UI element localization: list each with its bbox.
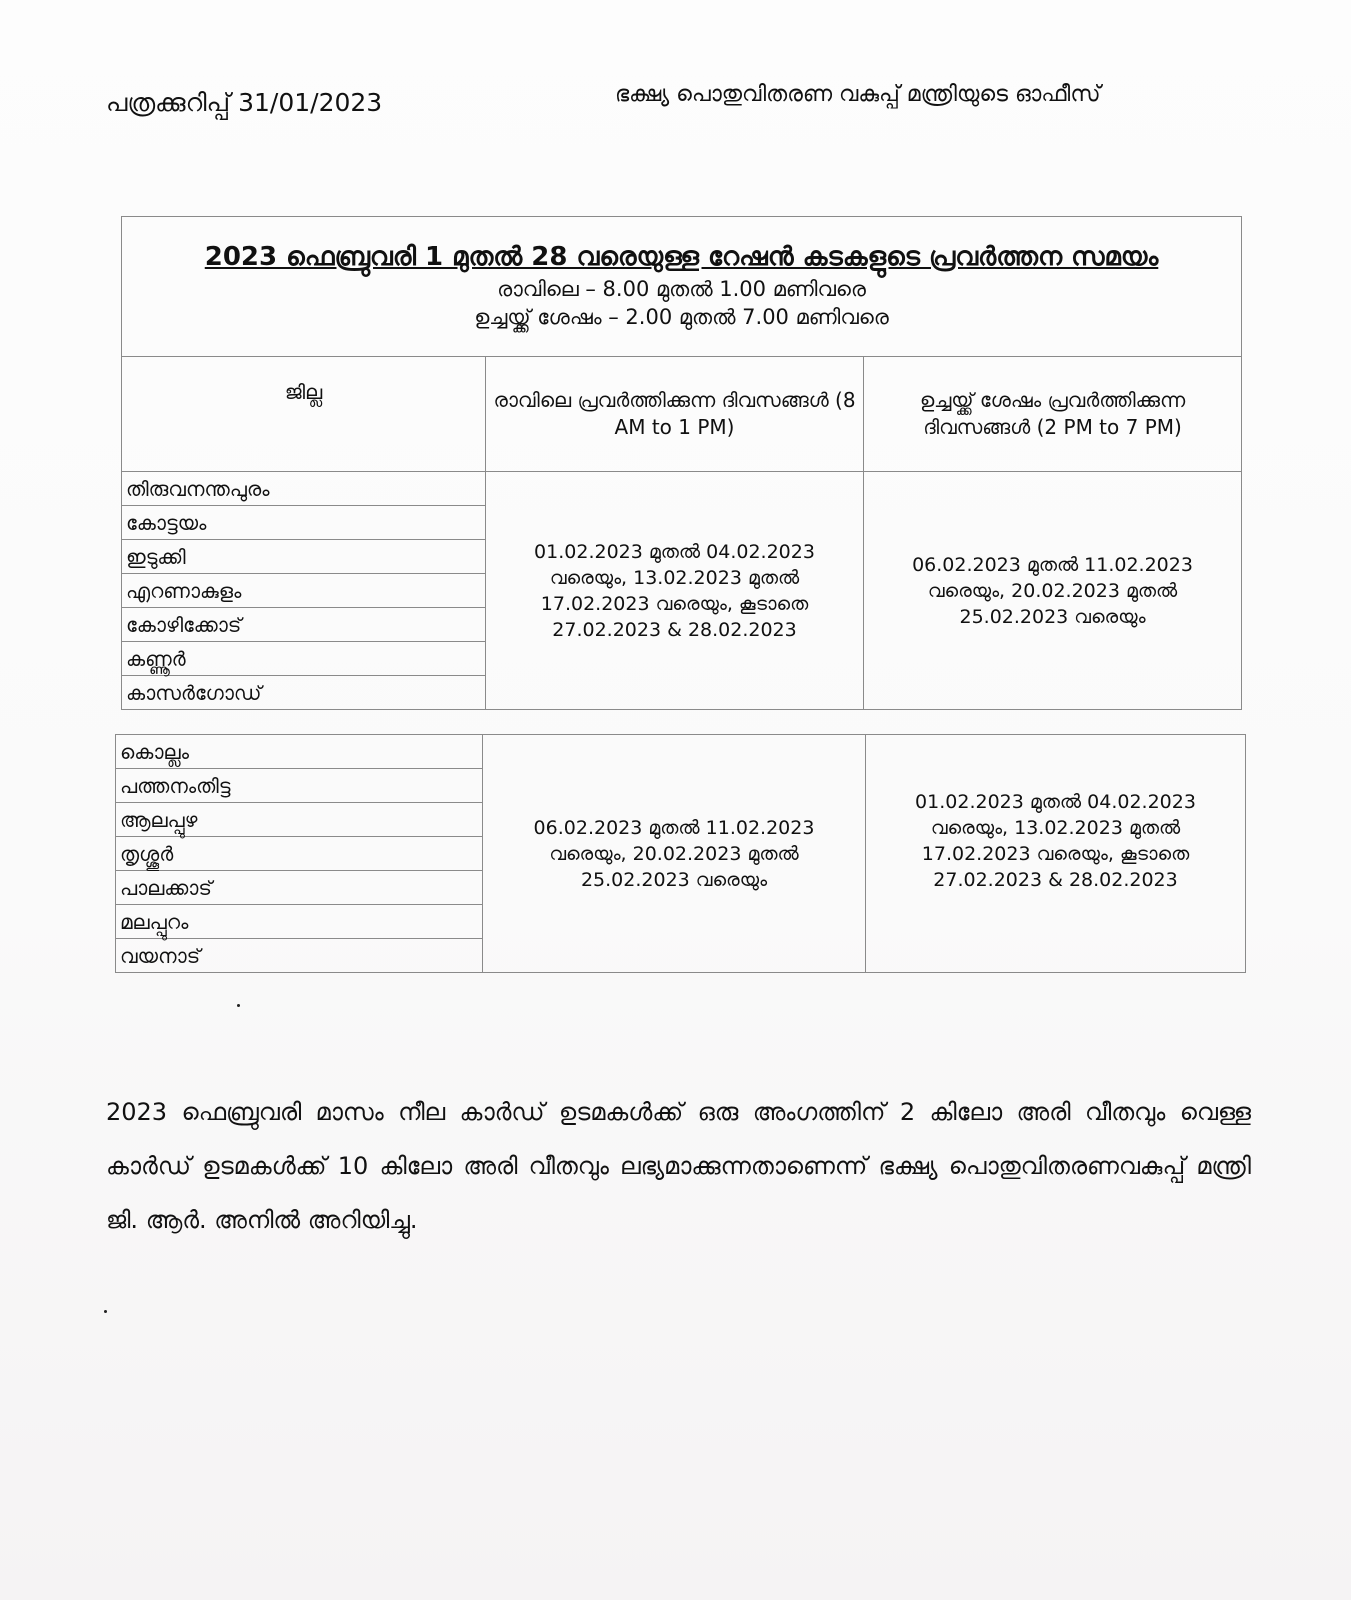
district-cell: എറണാകുളം: [122, 574, 486, 608]
district-cell: കോഴിക്കോട്: [122, 608, 486, 642]
district-cell: തൃശ്ശൂർ: [116, 837, 483, 871]
morning-hours: രാവിലെ – 8.00 മുതൽ 1.00 മണിവരെ: [497, 276, 866, 301]
district-cell: മലപ്പുറം: [116, 905, 483, 939]
scan-speck: [237, 1004, 240, 1007]
column-header-afternoon-days: ഉച്ചയ്ക്ക് ശേഷം പ്രവർത്തിക്കുന്ന ദിവസങ്ങൾ (2 PM to 7 PM): [864, 357, 1242, 472]
announcement-paragraph: 2023 ഫെബ്രുവരി മാസം നീല കാർഡ് ഉടമകൾക്ക് ഒരു അംഗത്തിന് 2 കിലോ അരി വീതവും വെള്ള കാർഡ് ഉടമകൾക്ക് 10 കിലോ അരി വീതവും ലഭ്യമാക്കുന്നതാണെന്ന് ഭക്ഷ്യ പൊതുവിതരണവകുപ്പ് മന്ത്രി ജി. ആർ. അനിൽ അറിയിച്ചു.: [106, 1098, 1251, 1234]
schedule-title-cell: [122, 217, 1242, 357]
district-cell: കോട്ടയം: [122, 506, 486, 540]
district-cell: തിരുവനന്തപുരം: [122, 472, 486, 506]
district-cell: പാലക്കാട്: [116, 871, 483, 905]
group-1-morning-days: 01.02.2023 മുതൽ 04.02.2023 വരെയും, 13.02.2023 മുതൽ 17.02.2023 വരെയും, കൂടാതെ 27.02.2023 & 28.02.2023: [486, 472, 864, 710]
district-cell: കാസർഗോഡ്: [122, 676, 486, 710]
group-1-afternoon-days: 06.02.2023 മുതൽ 11.02.2023 വരെയും, 20.02.2023 മുതൽ 25.02.2023 വരെയും: [864, 472, 1242, 710]
schedule-table-group-1: [121, 216, 1242, 710]
schedule-title: 2023 ഫെബ്രുവരി 1 മുതൽ 28 വരെയുള്ള റേഷൻ കടകളുടെ പ്രവർത്തന സമയം: [204, 241, 1159, 272]
scan-speck: [104, 1310, 107, 1313]
schedule-table-group-2: [115, 734, 1246, 973]
district-cell: ഇടുക്കി: [122, 540, 486, 574]
district-cell: വയനാട്: [116, 939, 483, 973]
district-cell: ആലപ്പുഴ: [116, 803, 483, 837]
column-header-morning-days: രാവിലെ പ്രവർത്തിക്കുന്ന ദിവസങ്ങൾ (8 AM to 1 PM): [486, 357, 864, 472]
group-2-morning-days: 06.02.2023 മുതൽ 11.02.2023 വരെയും, 20.02.2023 മുതൽ 25.02.2023 വരെയും: [483, 735, 866, 973]
press-release-date: പത്രക്കുറിപ്പ് 31/01/2023: [106, 88, 383, 117]
office-name: ഭക്ഷ്യ പൊതുവിതരണ വകുപ്പ് മന്ത്രിയുടെ ഓഫീസ്: [615, 82, 1101, 107]
district-cell: കണ്ണൂർ: [122, 642, 486, 676]
column-header-district: ജില്ല: [122, 357, 486, 472]
district-cell: പത്തനംതിട്ട: [116, 769, 483, 803]
afternoon-hours: ഉച്ചയ്ക്ക് ശേഷം – 2.00 മുതൽ 7.00 മണിവരെ: [474, 304, 889, 329]
group-2-afternoon-days: 01.02.2023 മുതൽ 04.02.2023 വരെയും, 13.02.2023 മുതൽ 17.02.2023 വരെയും, കൂടാതെ 27.02.2023 & 28.02.2023: [866, 735, 1246, 973]
district-cell: കൊല്ലം: [116, 735, 483, 769]
